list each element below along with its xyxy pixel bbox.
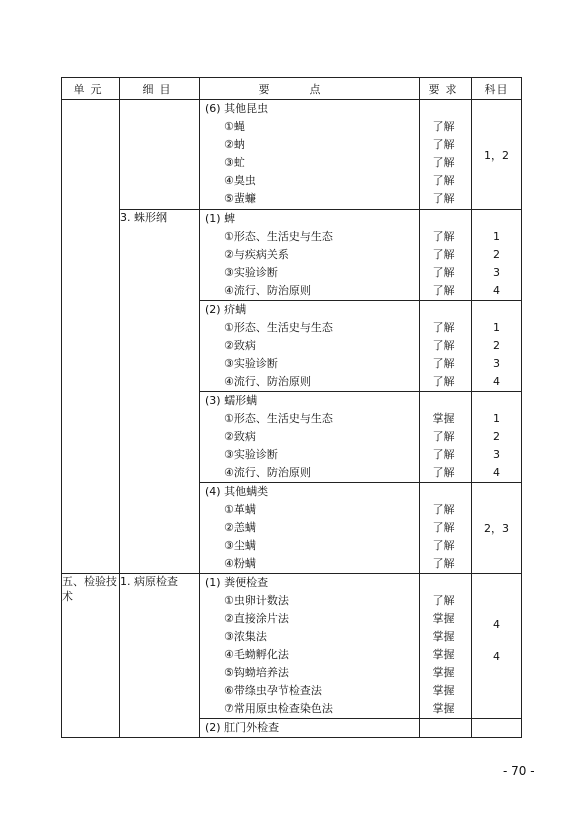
list-item: ⑦常用原虫检查染色法 [224, 702, 333, 715]
list-item: ③实验诊断 [224, 357, 278, 370]
list-item: ④臭虫 [224, 174, 256, 187]
subject-value: 4 [493, 375, 500, 388]
list-item: ①形态、生活史与生态 [224, 412, 333, 425]
subject-value: 1 [493, 230, 500, 243]
list-item: ①虫卵计数法 [224, 594, 289, 607]
list-item: ④流行、防治原则 [224, 466, 311, 479]
list-item: ⑤蜚蠊 [224, 192, 256, 205]
unit-cell [62, 100, 120, 574]
requirement-cell [420, 301, 472, 392]
requirement-value: 掌握 [432, 612, 455, 625]
requirement-value: 了解 [432, 594, 455, 607]
requirement-value: 了解 [432, 248, 455, 261]
requirement-value: 了解 [432, 230, 455, 243]
table-row [62, 574, 522, 719]
list-item: ④粉螨 [224, 557, 256, 570]
list-item: ③实验诊断 [224, 266, 278, 279]
subject-cell: 2，3 [472, 483, 522, 574]
requirement-value: 了解 [432, 430, 455, 443]
list-item: ⑤钩蚴培养法 [224, 666, 289, 679]
subject-value: 2 [493, 339, 500, 352]
requirement-cell [420, 210, 472, 301]
list-item: ③虻 [224, 156, 245, 169]
points-cell [200, 574, 420, 719]
list-item: ③浓集法 [224, 630, 267, 643]
header-requirement: 要求 [420, 78, 472, 100]
list-item: ④流行、防治原则 [224, 375, 311, 388]
requirement-value: 掌握 [432, 702, 455, 715]
subject-value: 4 [493, 650, 500, 663]
list-item: ②与疾病关系 [224, 248, 289, 261]
header-unit: 单元 [62, 78, 120, 100]
subject-cell [472, 301, 522, 392]
subject-cell [472, 719, 522, 738]
requirement-value: 了解 [432, 156, 455, 169]
points-cell [200, 483, 420, 574]
list-item: ③尘螨 [224, 539, 256, 552]
subject-value: 1 [493, 321, 500, 334]
subject-value: 4 [493, 284, 500, 297]
points-cell [200, 210, 420, 301]
group-title: (4) 其他螨类 [205, 485, 269, 498]
group-title: (2) 疥螨 [205, 303, 247, 316]
list-item: ②致病 [224, 430, 256, 443]
requirement-cell [420, 719, 472, 738]
table-row [62, 210, 522, 301]
requirement-value: 了解 [432, 503, 455, 516]
requirement-cell [420, 392, 472, 483]
list-item: ③实验诊断 [224, 448, 278, 461]
list-item: ⑥带绦虫孕节检查法 [224, 684, 322, 697]
subject-value: 2 [493, 248, 500, 261]
requirement-value: 掌握 [432, 666, 455, 679]
list-item: ②直接涂片法 [224, 612, 289, 625]
requirement-value: 了解 [432, 521, 455, 534]
requirement-value: 了解 [432, 284, 455, 297]
subject-value: 3 [493, 266, 500, 279]
requirement-value: 了解 [432, 339, 455, 352]
requirement-value: 了解 [432, 375, 455, 388]
list-item: ①形态、生活史与生态 [224, 321, 333, 334]
requirement-value: 了解 [432, 266, 455, 279]
group-title: (1) 蜱 [205, 212, 236, 225]
list-item: ②致病 [224, 339, 256, 352]
requirement-value: 掌握 [432, 630, 455, 643]
requirement-value: 了解 [432, 557, 455, 570]
points-cell [200, 392, 420, 483]
list-item: ①形态、生活史与生态 [224, 230, 333, 243]
requirement-value: 了解 [432, 138, 455, 151]
requirement-value: 了解 [432, 321, 455, 334]
requirement-cell [420, 574, 472, 719]
subject-value: 4 [493, 466, 500, 479]
requirement-value: 掌握 [432, 412, 455, 425]
list-item: ④毛蚴孵化法 [224, 648, 289, 661]
requirement-value: 掌握 [432, 684, 455, 697]
list-item: ④流行、防治原则 [224, 284, 311, 297]
subject-cell [472, 392, 522, 483]
list-item: ②恙螨 [224, 521, 256, 534]
list-item: ②蚋 [224, 138, 245, 151]
subunit-cell [120, 100, 200, 210]
requirement-value: 掌握 [432, 648, 455, 661]
points-cell [200, 719, 420, 738]
header-subunit: 细目 [120, 78, 200, 100]
subject-value: 1 [493, 412, 500, 425]
requirement-value: 了解 [432, 192, 455, 205]
list-item: ①革螨 [224, 503, 256, 516]
requirement-value: 了解 [432, 466, 455, 479]
group-title: (6) 其他昆虫 [205, 102, 269, 115]
subject-value: 3 [493, 448, 500, 461]
requirement-value: 了解 [432, 174, 455, 187]
requirement-value: 了解 [432, 539, 455, 552]
subject-value: 2 [493, 430, 500, 443]
points-cell [200, 100, 420, 210]
syllabus-table [61, 77, 522, 738]
points-cell [200, 301, 420, 392]
group-title: (3) 蠕形螨 [205, 394, 258, 407]
requirement-cell [420, 483, 472, 574]
requirement-value: 了解 [432, 448, 455, 461]
subject-cell [472, 574, 522, 719]
group-title: (1) 粪便检查 [205, 576, 269, 589]
header-points: 要点 [200, 78, 420, 100]
subject-value: 4 [493, 618, 500, 631]
requirement-value: 了解 [432, 357, 455, 370]
subject-cell: 1，2 [472, 100, 522, 210]
page-number: - 70 - [503, 764, 535, 778]
subunit-cell: 1. 病原检查 [120, 574, 200, 738]
header-subject: 科目 [472, 78, 522, 100]
subject-value: 3 [493, 357, 500, 370]
header-row [62, 78, 522, 100]
table-row [62, 100, 522, 210]
unit-cell: 五、检验技术 [62, 574, 120, 738]
subunit-cell: 3. 蛛形纲 [120, 210, 200, 574]
subject-cell [472, 210, 522, 301]
requirement-value: 了解 [432, 120, 455, 133]
group-title: (2) 肛门外检查 [205, 721, 280, 734]
list-item: ①蝇 [224, 120, 245, 133]
requirement-cell [420, 100, 472, 210]
